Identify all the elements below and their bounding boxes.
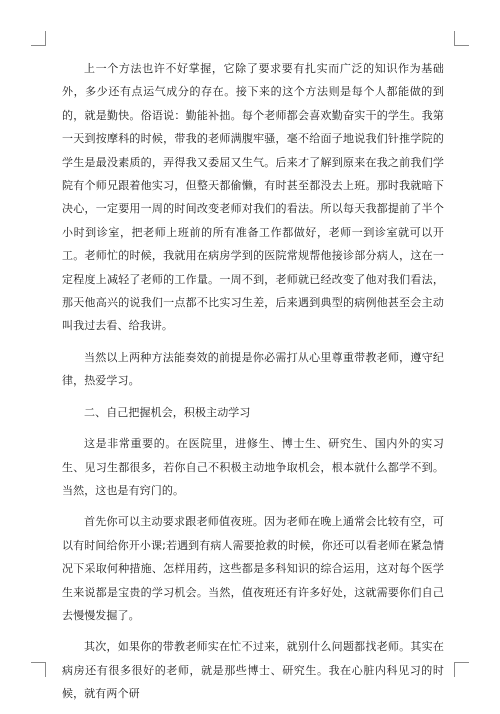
corner-crop-mark-top-right	[454, 31, 469, 46]
corner-crop-mark-top-left	[31, 31, 46, 46]
paragraph-importance: 这是非常重要的。在医院里，进修生、博士生、研究生、国内外的实习生、见习生都很多，若你自己不积极主动地争取机会，根本就什么都学不到。当然，这也是有窍门的。	[62, 437, 444, 497]
paragraph-respect-teacher: 当然以上两种方法能奏效的前提是你必需打从心里尊重带教老师，遵守纪律，热爱学习。	[62, 350, 444, 388]
corner-crop-mark-bottom-right	[454, 662, 469, 677]
section-heading: 二、自己把握机会，积极主动学习	[84, 405, 251, 419]
document-body	[62, 57, 444, 714]
corner-crop-mark-bottom-left	[31, 662, 46, 677]
paragraph-night-shift: 首先你可以主动要求跟老师值夜班。因为老师在晚上通常会比较有空，可以有时间给你开小课;若遇到有病人需要抢救的时候，你还可以看老师在紧急情况下采取何种措施、怎样用药，这些都是多科知识的综合运用，这对每个医学生来说都是宝贵的学习机会。当然，值夜班还有许多好处，这就需要你们自己去慢慢发掘了。	[62, 515, 444, 622]
paragraph-diligence: 上一个方法也许不好掌握，它除了要求要有扎实而广泛的知识作为基础外，多少还有点运气成分的存在。接下来的这个方法则是每个人都能做的到的，就是勤快。俗语说：勤能补拙。每个老师都会喜欢勤奋实干的学生。我第一天到按摩科的时候，带我的老师满腹牢骚，毫不给面子地说我们针推学院的学生是最没素质的，弄得我又委屈又生气。后来才了解到原来在我之前我们学院有个师兄跟着他实习，但整天都偷懒，有时甚至都没去上班。那时我就暗下决心，一定要用一周的时间改变老师对我们的看法。所以每天我都提前了半个小时到诊室，把老师上班前的所有准备工作都做好，老师一到诊室就可以开工。老师忙的时候，我就用在病房学到的医院常规帮他接诊部分病人，这在一定程度上减轻了老师的工作量。一周不到，老师就已经改变了他对我们看法，那天他高兴的说我们一点都不比实习生差，后来遇到典型的病例他甚至会主动叫我过去看、给我讲。	[62, 62, 444, 333]
paragraph-other-teachers: 其次，如果你的带教老师实在忙不过来，就别什么问题都找老师。其实在病房还有很多很好的老师，就是那些博士、研究生。我在心脏内科见习的时候，就有两个研	[62, 640, 444, 701]
